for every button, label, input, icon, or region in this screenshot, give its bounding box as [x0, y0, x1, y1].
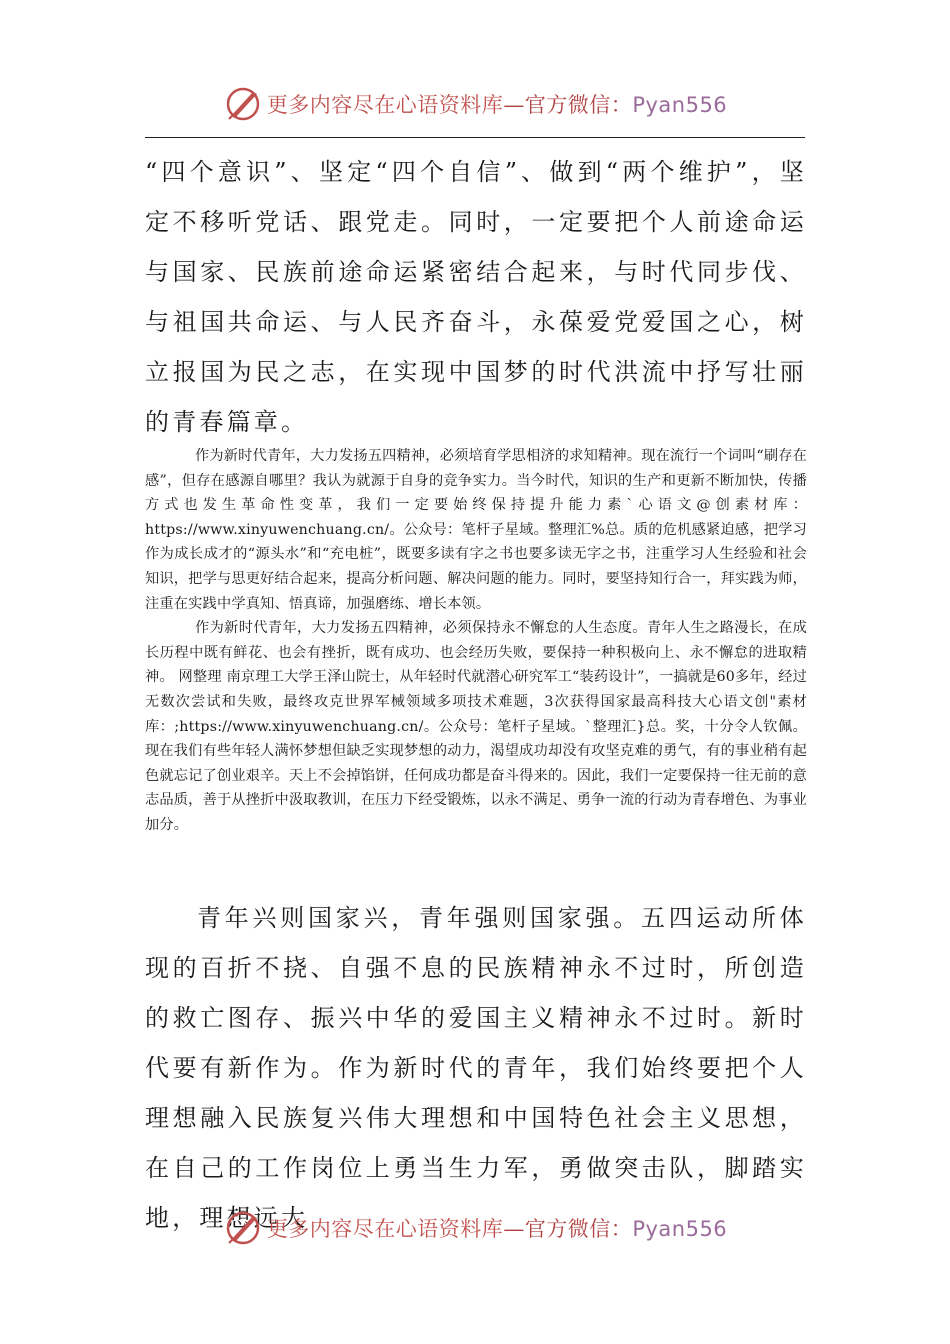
paragraph-1: “四个意识”、坚定“四个自信”、做到“两个维护”，坚定不移听党话、跟党走。同时，一定要把个人前途命运与国家、民族前途命运紧密结合起来，与时代同步伐、与祖国共命运、与人民齐奋斗，永葆爱党爱国之心，树立报国为民之志，在实现中国梦的时代洪流中抒写壮丽的青春篇章。	[145, 158, 807, 436]
footer-banner-mid: —官方微信：	[503, 1217, 633, 1241]
header-wechat-id: Pyan556	[632, 93, 728, 117]
quill-logo-icon	[223, 84, 263, 124]
paragraph-2: 作为新时代青年，大力发扬五四精神，必须培育学思相济的求知精神。现在流行一个词叫“刷存在感”，但存在感源自哪里？我认为就源于自身的竞争实力。当今时代，知识的生产和更新不断加快，传播方式也发生革命性变革，我们一定要始终保持提升能力素`心语文@创素材库：https://www.xinyuwenchuang.cn/。公众号：笔杆子星域。整理汇%总。质的危机感紧迫感，把学习作为成长成才的“源头水”和“充电桩”，既要多读有字之书也要多读无字之书，注重学习人生经验和社会知识，把学与思更好结合起来，提高分析问题、解决问题的能力。同时，要坚持知行合一，拜实践为师，注重在实践中学真知、悟真谛，加强磨练、增长本领。	[145, 448, 807, 612]
small-text-block	[145, 444, 807, 838]
header-banner-main: 更多内容尽在心语资料库	[266, 93, 504, 117]
header-banner	[0, 78, 950, 130]
header-banner-text	[267, 89, 727, 119]
quill-logo-icon	[223, 1208, 263, 1248]
footer-banner	[0, 1202, 950, 1254]
header-divider	[145, 137, 805, 138]
header-banner-mid: —官方微信：	[503, 93, 633, 117]
paragraph-3: 作为新时代青年，大力发扬五四精神，必须保持永不懈怠的人生态度。青年人生之路漫长，在成长历程中既有鲜花、也会有挫折，既有成功、也会经历失败，要保持一种积极向上、永不懈怠的进取精神。 网整理 南京理工大学王泽山院士，从年轻时代就潜心研究军工“装药设计”，一搞就是60多年，经过无数次尝试和失败，最终攻克世界军械领域多项技术难题，3次获得国家最高科技大心语文创"素材库：;https://www.xinyuwenchuang.cn/。公众号：笔杆子星域。`整理汇}总。奖，十分令人钦佩。现在我们有些年轻人满怀梦想但缺乏实现梦想的动力，渴望成功却没有攻坚克难的勇气，有的事业稍有起色就忘记了创业艰辛。天上不会掉馅饼，任何成功都是奋斗得来的。因此，我们一定要保持一往无前的意志品质，善于从挫折中汲取教训，在压力下经受锻炼，以永不满足、勇争一流的行动为青春增色、为事业加分。	[145, 620, 807, 833]
footer-banner-main: 更多内容尽在心语资料库	[266, 1217, 504, 1241]
footer-banner-text	[267, 1213, 727, 1243]
footer-wechat-id: Pyan556	[632, 1217, 728, 1241]
paragraph-4: 青年兴则国家兴，青年强则国家强。五四运动所体现的百折不挠、自强不息的民族精神永不过时，所创造的救亡图存、振兴中华的爱国主义精神永不过时。新时代要有新作为。作为新时代的青年，我们始终要把个人理想融入民族复兴伟大理想和中国特色社会主义思想，在自己的工作岗位上勇当生力军，勇做突击队，脚踏实地，理想远大	[145, 904, 807, 1232]
